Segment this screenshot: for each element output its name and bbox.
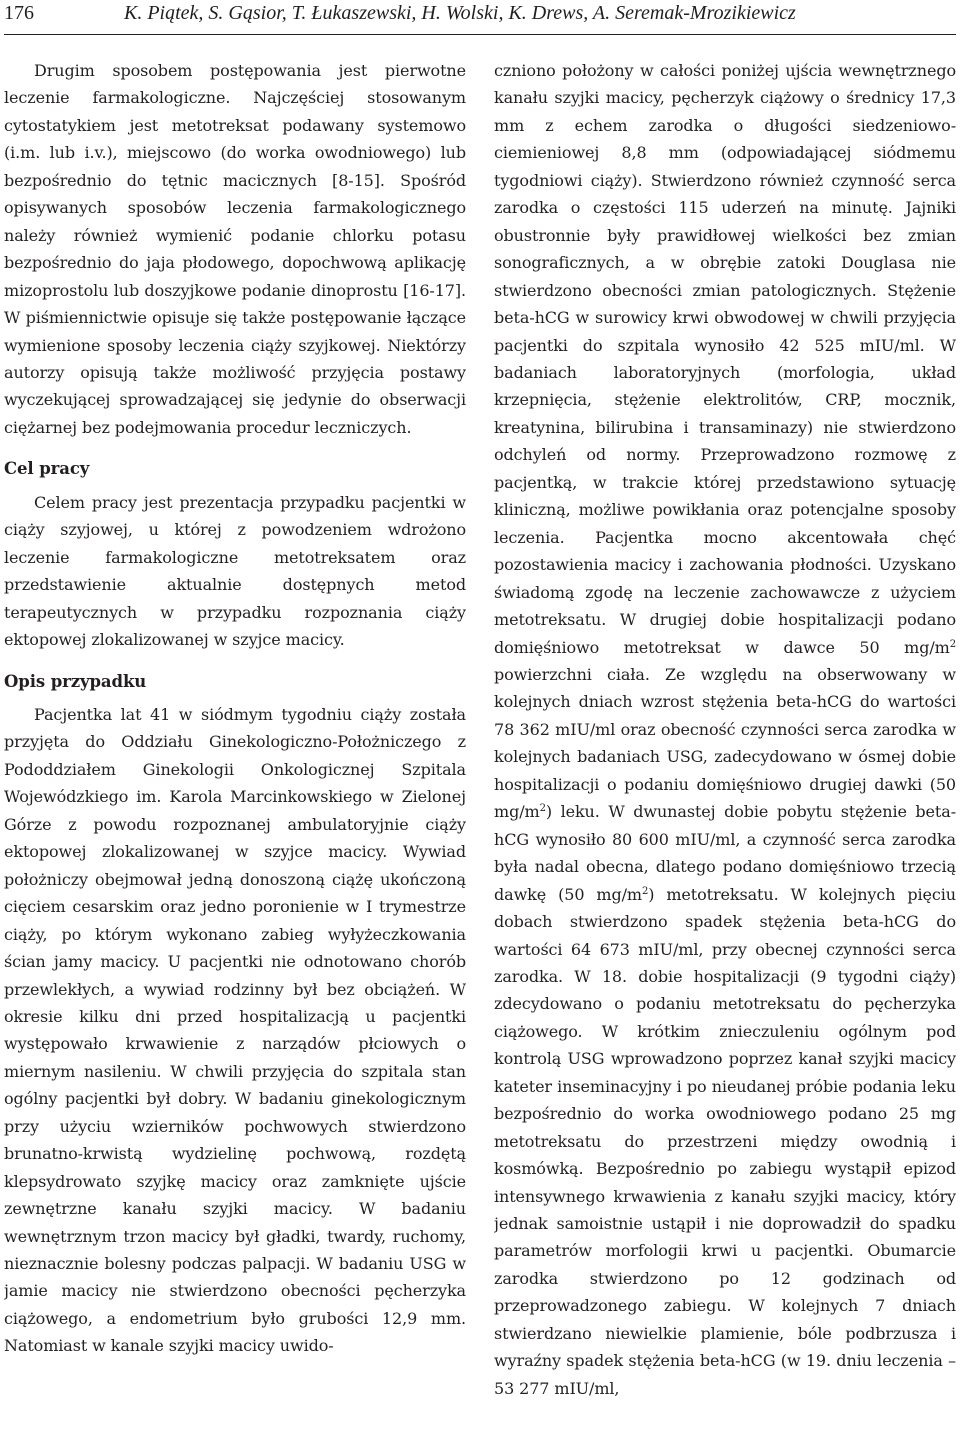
aim-heading: Cel pracy	[4, 459, 90, 479]
running-head-authors: K. Piątek, S. Gąsior, T. Łukaszewski, H. Wolski, K. Drews, A. Seremak-Mrozikiewicz	[124, 2, 796, 24]
page-number: 176	[4, 2, 34, 24]
text-run-1: czniono położony w całości poniżej ujścia wewnętrznego kanału szyjki macicy, pęcherzyk ciążowy o średnicy 17,3 mm z echem zarodka o długości siedzeniowo-ciemieniowej 8,8 mm (odpowiadającej siódmemu tygodniowi ciąży). Stwierdzono również czynność serca zarodka o częstości 115 uderzeń na minutę. Jajniki obustronnie były prawidłowej wielkości bez zmian sonograficznych, a w obrębie zatoki Douglasa nie stwierdzono obecności zmian patologicznych. Stężenie beta-hCG w surowicy krwi obwodowej w chwili przyjęcia pacjentki do szpitala wynosiło 42 525 mIU/ml. W badaniach laboratoryjnych (morfologia, układ krzepnięcia, stężenie elektrolitów, CRP, mocznik, kreatynina, bilirubina i transaminazy) nie stwierdzono odchyleń od normy. Przeprowadzono rozmowę z pacjentką, w trakcie której przedstawiono sytuację kliniczną, możliwe powikłania oraz potencjalne sposoby leczenia. Pacjentka mocno akcentowała chęć pozostawienia macicy i zachowania płodności. Uzyskano świadomą zgodę na leczenie zachowawcze z użyciem metotreksatu. W drugiej dobie hospitalizacji podano domięśniowo metotreksat w dawce 50 mg/m	[494, 61, 956, 657]
superscript-1: 2	[949, 638, 956, 650]
text-run-3: ) leku. W dwunastej dobie pobytu stężenie beta-hCG wynosiło 80 600 mIU/ml, a czynność serca zarodka była nadal obecna, dlatego podano domięśniowo trzecią dawkę (50 mg/m	[494, 802, 956, 904]
right-column	[494, 57, 956, 1455]
case-paragraph: Pacjentka lat 41 w siódmym tygodniu ciąży została przyjęta do Oddziału Ginekologiczno-Położniczego z Pododdziałem Ginekologii Onkologicznej Szpitala Wojewódzkiego im. Karola Marcinkowskiego w Zielonej Górze z powodu rozpoznanej ambulatoryjnie ciąży ektopowej zlokalizowanej w szyjce macicy. Wywiad położniczy obejmował jedną donoszoną ciążę ukończoną cięciem cesarskim oraz jedno poronienie w I trymestrze ciąży, po którym wykonano zabieg wyłyżeczkowania ścian jamy macicy. U pacjentki nie odnotowano chorób przewlekłych, a wywiad rodzinny był bez obciążeń. W okresie kilku dni przed hospitalizacją u pacjentki występowało krwawienie z narządów płciowych o miernym nasileniu. W chwili przyjęcia do szpitala stan ogólny pacjentki był dobry. W badaniu ginekologicznym przy użyciu wzierników pochwowych stwierdzono brunatno-krwistą wydzielinę pochwową, rozdętą klepsydrowato szyjkę macicy oraz zamknięte ujście zewnętrzne kanału szyjki macicy. W badaniu wewnętrznym trzon macicy był gładki, twardy, ruchomy, nieznacznie bolesny podczas palpacji. W badaniu USG w jamie macicy nie stwierdzono obecności pęcherzyka ciążowego, a endometrium było grubości 12,9 mm. Natomiast w kanale szyjki macicy uwido-	[4, 704, 466, 1356]
continued-paragraph	[494, 57, 956, 1402]
aim-paragraph: Celem pracy jest prezentacja przypadku pacjentki w ciąży szyjowej, u której z powodzeniem wdrożono leczenie farmakologiczne metotreksatem oraz przedstawienie aktualnie dostępnych metod terapeutycznych w przypadku rozpoznania ciąży ektopowej zlokalizowanej w szyjce macicy.	[4, 492, 466, 650]
superscript-2: 2	[539, 803, 546, 815]
text-run-2: powierzchni ciała. Ze względu na obserwowany w kolejnych dniach wzrost stężenia beta-hCG do wartości 78 362 mIU/ml oraz obecność czynności serca zarodka w kolejnych badaniach USG, zadecydowano w ósmej dobie hospitalizacji o podaniu domięśniowo drugiej dawki (50 mg/m	[494, 664, 956, 822]
superscript-3: 2	[641, 885, 649, 897]
left-column	[4, 57, 466, 1455]
running-head	[4, 0, 956, 35]
text-run-4: ) metotreksatu. W kolejnych pięciu dobach stwierdzono spadek stężenia beta-hCG do wartości 64 673 mIU/ml, przy obecnej czynności serca zarodka. W 18. dobie hospitalizacji (9 tygodni ciąży) zdecydowano o podaniu metotreksatu do pęcherzyka ciążowego. W krótkim znieczuleniu ogólnym pod kontrolą USG wprowadzono poprzez kanał szyjki macicy kateter inseminacyjny i po nieudanej próbie podania leku bezpośrednio do worka owodniowego podano 25 mg metotreksatu do przestrzeni między owodnią i kosmówką. Bezpośrednio po zabiegu wystąpił epizod intensywnego krwawienia z kanału szyjki macicy, który jednak samoistnie ustąpił i nie doprowadził do spadku parametrów morfologii krwi u pacjentki. Obumarcie zarodka stwierdzono po 12 godzinach od przeprowadzonego zabiegu. W kolejnych 7 dniach stwierdzano niewielkie plamienie, bóle podbrzusza i wyraźny spadek stężenia beta-hCG (w 19. dniu leczenia – 53 277 mIU/ml,	[494, 884, 956, 1398]
intro-paragraph: Drugim sposobem postępowania jest pierwotne leczenie farmakologiczne. Najczęściej stosowanym cytostatykiem jest metotreksat podawany systemowo (i.m. lub i.v.), miejscowo (do worka owodniowego) lub bezpośrednio do tętnic macicznych [8-15]. Spośród opisywanych sposobów leczenia farmakologicznego należy również wymienić podanie chlorku potasu bezpośrednio do jaja płodowego, dopochwową aplikację mizoprostolu lub doszyjkowe podanie dinoprostu [16-17]. W piśmiennictwie opisuje się także postępowanie łączące wymienione sposoby leczenia ciąży szyjkowej. Niektórzy autorzy opisują także możliwość przyjęcia postawy wyczekującej sprowadzającej się jedynie do obserwacji ciężarnej bez podejmowania procedur leczniczych.	[4, 61, 466, 437]
case-heading: Opis przypadku	[4, 671, 147, 691]
